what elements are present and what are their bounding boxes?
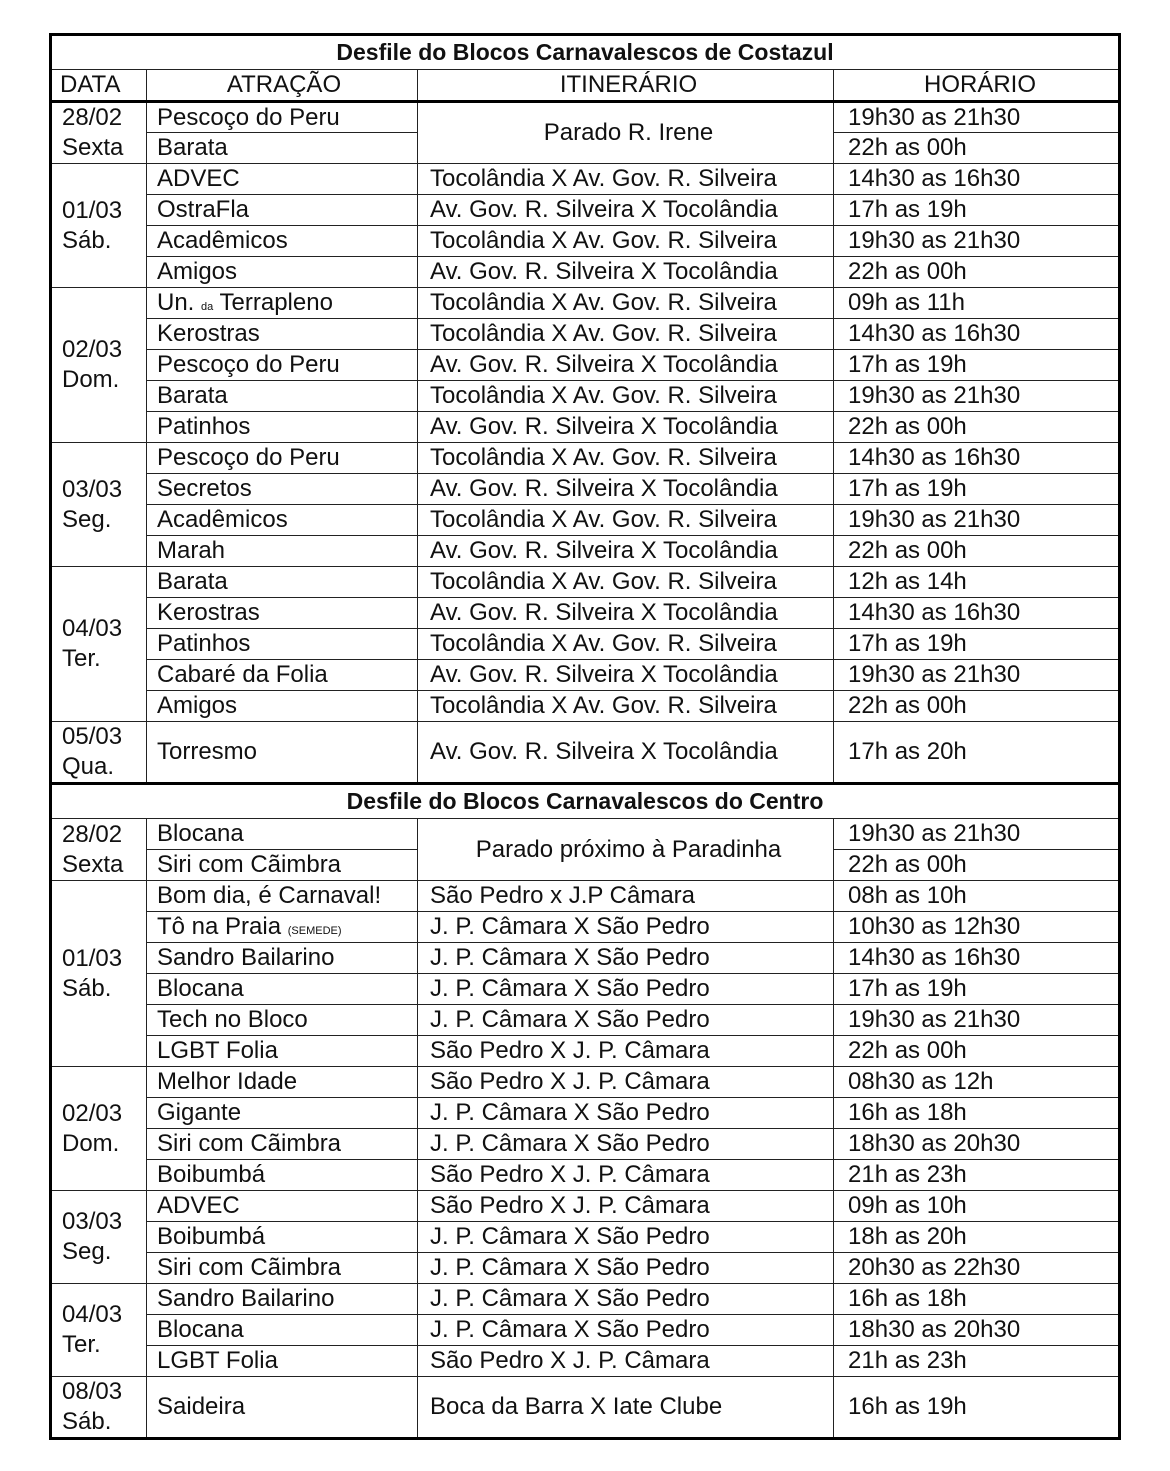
time-cell: 18h30 as 20h30: [834, 1315, 1120, 1346]
attraction-cell: [147, 381, 418, 412]
weekday-text: Ter.: [62, 1331, 101, 1358]
date-text: 01/03: [62, 944, 123, 972]
attraction-name: Kerostras: [157, 320, 260, 347]
attraction-cell: [147, 1067, 418, 1098]
schedule-row: [51, 1036, 1120, 1067]
date-cell: [51, 1377, 147, 1439]
schedule-table: [49, 33, 1121, 1440]
attraction-name: Barata: [157, 382, 228, 409]
time-cell: 12h as 14h: [834, 567, 1120, 598]
date-text: 05/03: [62, 723, 123, 750]
attraction-cell: [147, 1346, 418, 1377]
schedule-row: [51, 505, 1120, 536]
attraction-cell: [147, 133, 418, 164]
attraction-name: Tech no Bloco: [157, 1006, 308, 1033]
itinerary-cell: São Pedro X J. P. Câmara: [418, 1067, 834, 1098]
itinerary-cell: J. P. Câmara X São Pedro: [418, 1129, 834, 1160]
attraction-cell: [147, 412, 418, 443]
attraction-cell: [147, 722, 418, 784]
date-cell: [51, 722, 147, 784]
header-data: DATA: [51, 70, 147, 102]
itinerary-cell: J. P. Câmara X São Pedro: [418, 1098, 834, 1129]
date-text: 03/03: [62, 475, 123, 503]
itinerary-cell: J. P. Câmara X São Pedro: [418, 1284, 834, 1315]
attraction-cell: [147, 567, 418, 598]
time-cell: 14h30 as 16h30: [834, 943, 1120, 974]
time-cell: 09h as 10h: [834, 1191, 1120, 1222]
attraction-cell: [147, 850, 418, 881]
attraction-name: LGBT Folia: [157, 1347, 278, 1374]
attraction-cell: [147, 1315, 418, 1346]
schedule-row: [51, 474, 1120, 505]
itinerary-cell: São Pedro X J. P. Câmara: [418, 1160, 834, 1191]
attraction-name: Sandro Bailarino: [157, 1285, 335, 1312]
itinerary-cell: Tocolândia X Av. Gov. R. Silveira: [418, 164, 834, 195]
schedule-row: [51, 691, 1120, 722]
date-text: 03/03: [62, 1208, 123, 1235]
attraction-name: Siri com Cãimbra: [157, 1130, 342, 1157]
time-cell: 22h as 00h: [834, 412, 1120, 443]
time-cell: 19h30 as 21h30: [834, 505, 1120, 536]
time-cell: 16h as 18h: [834, 1098, 1120, 1129]
date-text: 28/02: [62, 104, 123, 131]
schedule-row: [51, 102, 1120, 133]
attraction-cell: [147, 505, 418, 536]
header-itinerario: ITINERÁRIO: [418, 70, 834, 102]
itinerary-cell: J. P. Câmara X São Pedro: [418, 943, 834, 974]
attraction-cell: [147, 1129, 418, 1160]
column-header-row: [51, 70, 1120, 102]
weekday-text: Sáb.: [62, 974, 112, 1002]
itinerary-cell: Tocolândia X Av. Gov. R. Silveira: [418, 505, 834, 536]
schedule-row: [51, 536, 1120, 567]
itinerary-cell: São Pedro x J.P Câmara: [418, 881, 834, 912]
attraction-name: Boibumbá: [157, 1223, 266, 1250]
date-text: 04/03: [62, 615, 123, 642]
attraction-name: Amigos: [157, 692, 238, 719]
schedule-row: [51, 412, 1120, 443]
weekday-text: Seg.: [62, 505, 112, 533]
schedule-row: [51, 443, 1120, 474]
itinerary-cell: J. P. Câmara X São Pedro: [418, 1315, 834, 1346]
time-cell: 14h30 as 16h30: [834, 164, 1120, 195]
schedule-row: [51, 1315, 1120, 1346]
attraction-cell: [147, 226, 418, 257]
time-cell: 18h as 20h: [834, 1222, 1120, 1253]
schedule-row: [51, 1284, 1120, 1315]
attraction-name: Blocana: [157, 820, 244, 847]
schedule-row: [51, 567, 1120, 598]
schedule-row: [51, 722, 1120, 784]
attraction-name: Secretos: [157, 475, 252, 502]
section-title: Desfile do Blocos Carnavalescos de Costazul: [51, 35, 1120, 70]
itinerary-cell: Av. Gov. R. Silveira X Tocolândia: [418, 350, 834, 381]
schedule-row: [51, 1005, 1120, 1036]
time-cell: 21h as 23h: [834, 1160, 1120, 1191]
date-cell: [51, 164, 147, 288]
time-cell: 18h30 as 20h30: [834, 1129, 1120, 1160]
attraction-name: OstraFla: [157, 196, 250, 223]
attraction-name: Acadêmicos: [157, 506, 288, 533]
attraction-cell: [147, 474, 418, 505]
attraction-name: Pescoço do Peru: [157, 351, 340, 378]
time-cell: 22h as 00h: [834, 133, 1120, 164]
time-cell: 16h as 19h: [834, 1377, 1120, 1439]
itinerary-cell: Av. Gov. R. Silveira X Tocolândia: [418, 722, 834, 784]
schedule-row: [51, 660, 1120, 691]
section-title-row: [51, 784, 1120, 819]
attraction-note: (SEMEDE): [287, 925, 342, 937]
attraction-name: ADVEC: [157, 165, 240, 192]
itinerary-cell: Tocolândia X Av. Gov. R. Silveira: [418, 691, 834, 722]
time-cell: 22h as 00h: [834, 850, 1120, 881]
attraction-name: Acadêmicos: [157, 227, 288, 254]
section-title: Desfile do Blocos Carnavalescos do Centro: [51, 784, 1120, 819]
date-text: 08/03: [62, 1378, 123, 1405]
attraction-name: Melhor Idade: [157, 1068, 298, 1095]
attraction-name: Patinhos: [157, 413, 251, 440]
attraction-name: Pescoço do Peru: [157, 103, 340, 131]
itinerary-cell: Tocolândia X Av. Gov. R. Silveira: [418, 443, 834, 474]
attraction-cell: [147, 1253, 418, 1284]
attraction-cell: [147, 660, 418, 691]
time-cell: 22h as 00h: [834, 691, 1120, 722]
time-cell: 19h30 as 21h30: [834, 660, 1120, 691]
date-cell: [51, 819, 147, 881]
date-text: 28/02: [62, 820, 123, 848]
itinerary-cell: Av. Gov. R. Silveira X Tocolândia: [418, 412, 834, 443]
attraction-cell: [147, 1191, 418, 1222]
attraction-name: Siri com Cãimbra: [157, 1254, 342, 1281]
schedule-row: [51, 1253, 1120, 1284]
attraction-name: Barata: [157, 568, 228, 595]
schedule-row: [51, 1346, 1120, 1377]
itinerary-cell: J. P. Câmara X São Pedro: [418, 1005, 834, 1036]
schedule-row: [51, 195, 1120, 226]
schedule-row: [51, 381, 1120, 412]
weekday-text: Sáb.: [62, 1408, 112, 1435]
itinerary-cell: São Pedro X J. P. Câmara: [418, 1346, 834, 1377]
attraction-name: Kerostras: [157, 599, 260, 626]
attraction-cell: [147, 629, 418, 660]
itinerary-cell: Av. Gov. R. Silveira X Tocolândia: [418, 660, 834, 691]
schedule-row: [51, 912, 1120, 943]
header-atracao: ATRAÇÃO: [147, 70, 418, 102]
schedule-row: [51, 1377, 1120, 1439]
itinerary-cell: São Pedro X J. P. Câmara: [418, 1191, 834, 1222]
weekday-text: Ter.: [62, 645, 101, 672]
attraction-name: Sandro Bailarino: [157, 944, 335, 971]
date-cell: [51, 567, 147, 722]
attraction-name: Un.: [157, 289, 195, 316]
attraction-cell: [147, 691, 418, 722]
attraction-cell: [147, 195, 418, 226]
itinerary-cell: Tocolândia X Av. Gov. R. Silveira: [418, 319, 834, 350]
itinerary-cell: Tocolândia X Av. Gov. R. Silveira: [418, 381, 834, 412]
date-cell: [51, 1067, 147, 1191]
attraction-name: Blocana: [157, 1316, 244, 1343]
schedule-row: [51, 164, 1120, 195]
attraction-cell: [147, 912, 418, 943]
time-cell: 17h as 19h: [834, 629, 1120, 660]
itinerary-cell: Av. Gov. R. Silveira X Tocolândia: [418, 257, 834, 288]
date-cell: [51, 1191, 147, 1284]
itinerary-cell: J. P. Câmara X São Pedro: [418, 974, 834, 1005]
time-cell: 22h as 00h: [834, 1036, 1120, 1067]
itinerary-cell: J. P. Câmara X São Pedro: [418, 1253, 834, 1284]
attraction-name: Patinhos: [157, 630, 251, 657]
time-cell: 14h30 as 16h30: [834, 319, 1120, 350]
schedule-row: [51, 1160, 1120, 1191]
attraction-cell: [147, 974, 418, 1005]
attraction-cell: [147, 1098, 418, 1129]
date-cell: [51, 1284, 147, 1377]
attraction-cell: [147, 819, 418, 850]
time-cell: 14h30 as 16h30: [834, 598, 1120, 629]
attraction-cell: [147, 288, 418, 319]
weekday-text: Sexta: [62, 850, 124, 878]
itinerary-cell: Tocolândia X Av. Gov. R. Silveira: [418, 226, 834, 257]
attraction-name: LGBT Folia: [157, 1037, 278, 1064]
schedule-row: [51, 319, 1120, 350]
date-cell: [51, 881, 147, 1067]
weekday-text: Dom.: [62, 366, 120, 393]
schedule-row: [51, 350, 1120, 381]
time-cell: 17h as 19h: [834, 350, 1120, 381]
date-text: 01/03: [62, 196, 123, 224]
date-cell: [51, 443, 147, 567]
attraction-cell: [147, 257, 418, 288]
time-cell: 19h30 as 21h30: [834, 819, 1120, 850]
schedule-row: [51, 598, 1120, 629]
itinerary-cell: Av. Gov. R. Silveira X Tocolândia: [418, 195, 834, 226]
itinerary-cell: J. P. Câmara X São Pedro: [418, 1222, 834, 1253]
schedule-row: [51, 226, 1120, 257]
itinerary-cell: Tocolândia X Av. Gov. R. Silveira: [418, 288, 834, 319]
schedule-row: [51, 288, 1120, 319]
attraction-cell: [147, 1284, 418, 1315]
date-cell: [51, 102, 147, 164]
time-cell: 20h30 as 22h30: [834, 1253, 1120, 1284]
schedule-row: [51, 257, 1120, 288]
time-cell: 16h as 18h: [834, 1284, 1120, 1315]
section-title-row: [51, 35, 1120, 70]
itinerary-cell: J. P. Câmara X São Pedro: [418, 912, 834, 943]
schedule-row: [51, 974, 1120, 1005]
attraction-name: Amigos: [157, 258, 238, 285]
itinerary-cell: São Pedro X J. P. Câmara: [418, 1036, 834, 1067]
schedule-row: [51, 1098, 1120, 1129]
date-cell: [51, 288, 147, 443]
attraction-note: da: [201, 301, 214, 313]
time-cell: 08h as 10h: [834, 881, 1120, 912]
attraction-cell: [147, 1377, 418, 1439]
time-cell: 09h as 11h: [834, 288, 1120, 319]
time-cell: 21h as 23h: [834, 1346, 1120, 1377]
attraction-name: Bom dia, é Carnaval!: [157, 882, 382, 909]
attraction-name: Cabaré da Folia: [157, 661, 328, 688]
schedule-row: [51, 1222, 1120, 1253]
attraction-cell: [147, 1005, 418, 1036]
itinerary-cell: Tocolândia X Av. Gov. R. Silveira: [418, 629, 834, 660]
time-cell: 17h as 19h: [834, 474, 1120, 505]
attraction-cell: [147, 1222, 418, 1253]
attraction-cell: [147, 881, 418, 912]
weekday-text: Dom.: [62, 1129, 120, 1157]
time-cell: 17h as 20h: [834, 722, 1120, 784]
attraction-name: Barata: [157, 134, 228, 161]
itinerary-cell: Parado próximo à Paradinha: [418, 819, 834, 881]
attraction-name: Torresmo: [157, 738, 258, 765]
attraction-cell: [147, 536, 418, 567]
header-horario: HORÁRIO: [834, 70, 1120, 102]
weekday-text: Sáb.: [62, 226, 112, 254]
schedule-row: [51, 1067, 1120, 1098]
weekday-text: Qua.: [62, 753, 115, 780]
itinerary-cell: Parado R. Irene: [418, 102, 834, 164]
time-cell: 19h30 as 21h30: [834, 102, 1120, 133]
date-text: 02/03: [62, 336, 123, 363]
schedule-row: [51, 629, 1120, 660]
attraction-name: Gigante: [157, 1099, 242, 1126]
itinerary-cell: Av. Gov. R. Silveira X Tocolândia: [418, 474, 834, 505]
schedule-row: [51, 1191, 1120, 1222]
attraction-name: Tô na Praia: [157, 913, 282, 940]
attraction-cell: [147, 350, 418, 381]
attraction-name: ADVEC: [157, 1192, 240, 1219]
itinerary-cell: Av. Gov. R. Silveira X Tocolândia: [418, 598, 834, 629]
attraction-cell: [147, 164, 418, 195]
weekday-text: Seg.: [62, 1238, 112, 1265]
itinerary-cell: Boca da Barra X Iate Clube: [418, 1377, 834, 1439]
attraction-name: Saideira: [157, 1393, 246, 1420]
schedule-row: [51, 881, 1120, 912]
time-cell: 14h30 as 16h30: [834, 443, 1120, 474]
date-text: 04/03: [62, 1301, 123, 1328]
time-cell: 19h30 as 21h30: [834, 226, 1120, 257]
time-cell: 17h as 19h: [834, 974, 1120, 1005]
itinerary-cell: Tocolândia X Av. Gov. R. Silveira: [418, 567, 834, 598]
attraction-name: Pescoço do Peru: [157, 444, 340, 471]
attraction-cell: [147, 443, 418, 474]
attraction-cell: [147, 1160, 418, 1191]
attraction-name: Blocana: [157, 975, 244, 1002]
time-cell: 08h30 as 12h: [834, 1067, 1120, 1098]
time-cell: 19h30 as 21h30: [834, 1005, 1120, 1036]
schedule-row: [51, 819, 1120, 850]
schedule-row: [51, 1129, 1120, 1160]
attraction-name: Marah: [157, 537, 226, 564]
attraction-name-cont: Terrapleno: [219, 289, 333, 316]
attraction-cell: [147, 102, 418, 133]
time-cell: 10h30 as 12h30: [834, 912, 1120, 943]
time-cell: 22h as 00h: [834, 536, 1120, 567]
time-cell: 19h30 as 21h30: [834, 381, 1120, 412]
attraction-cell: [147, 598, 418, 629]
attraction-name: Boibumbá: [157, 1161, 266, 1188]
time-cell: 22h as 00h: [834, 257, 1120, 288]
attraction-cell: [147, 319, 418, 350]
itinerary-cell: Av. Gov. R. Silveira X Tocolândia: [418, 536, 834, 567]
attraction-cell: [147, 943, 418, 974]
schedule-row: [51, 943, 1120, 974]
weekday-text: Sexta: [62, 134, 124, 161]
attraction-cell: [147, 1036, 418, 1067]
date-text: 02/03: [62, 1099, 123, 1127]
time-cell: 17h as 19h: [834, 195, 1120, 226]
attraction-name: Siri com Cãimbra: [157, 851, 342, 878]
